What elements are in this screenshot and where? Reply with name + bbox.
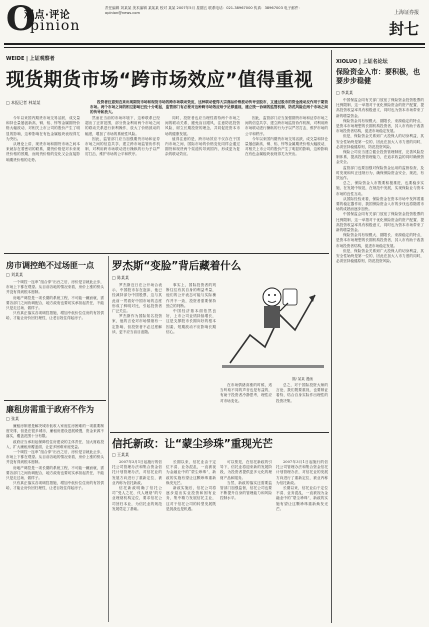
cartoon-illustration bbox=[220, 275, 326, 375]
paragraph: 房地产调控是一项长期的系统工程，不可能一蹴而就，需要各部门之间协调配合，地方政府也要切实承担起责任，不能只是走过场、做样子。 bbox=[6, 465, 104, 481]
feature-byline: □ 陈某某 bbox=[112, 275, 130, 280]
masthead-o-letter: O bbox=[6, 0, 36, 39]
paragraph: 中国保监会同有关部门放宽了保险资金投资股票的比例限制，这一举措对于优化保险资金的资产配置、提高投资收益率具有积极意义，同时也为资本市场带来了新的增量资金。 bbox=[336, 212, 424, 233]
paragraph: 总之，对于国际投资大师的言论，我们既要重视，也要辩证看待，结合自身实际作出理性的投资决策。 bbox=[276, 383, 328, 403]
paragraph: 但是，保险资金关系到广大投保人的切身利益，其安全性始终是第一位的，因此在加大入市力度的同时，必须坚持稳健原则，防范投资风险。 bbox=[336, 134, 424, 149]
bottom-story-col-4 bbox=[276, 460, 328, 622]
paragraph: 2007年3月1日起施行的信托公司管理办法和集合资金信托计划管理办法，对信托业的发展方向进行了重新定位，被业内称为信托新政。 bbox=[112, 460, 162, 485]
paragraph: 可以预见，在信托新政的引导下，信托业将迎来新的发展阶段，为投资者提供更多元化的理财产品和服务。 bbox=[220, 460, 272, 480]
feature-col-1 bbox=[112, 283, 162, 429]
paragraph: 事实上，国际投资者的判断往往有其自身的利益考量，他们的公开表态可能与实际操作并不一致，投资者需要保持独立的判断。 bbox=[166, 283, 216, 308]
left-byline-1: □ 刘某某 bbox=[6, 272, 24, 277]
paragraph: 保险公司应当建立健全投资管理制度，完善风险控制体系，提高投资管理能力，在追求收益的同时确保资金安全。 bbox=[336, 150, 424, 165]
paragraph: 从理论上讲，现货市场和期货市场之间本来就存在着密切的联系，期货价格是对未来现货价格的预期，而现货价格的变化又会直接影响期货价格的走势。 bbox=[6, 142, 80, 162]
paragraph: 总之，保险资金入市既要积极推进，也要稳步实施，在发展中规范，在规范中发展，实现保险业与资本市场的良性互动。 bbox=[336, 181, 424, 196]
paragraph: 今年以来国内期货市场交易活跃，成交量和持仓量屡创新高，铜、铝、锌等金属期货价格大幅波动，对相关上市公司的股价产生了明显的影响，这种影响在有色金属板块表现得尤为突出。 bbox=[6, 116, 80, 141]
right-kicker: XIOLUO | 上证名论坛 bbox=[336, 59, 388, 65]
paragraph: 信托新政明确了信托公司“受人之托、代人理财”的专业理财机构定位，要求信托公司回归本业，为信托业的规范发展奠定了基础。 bbox=[112, 486, 162, 511]
right-byline: □ 李某某 bbox=[336, 90, 354, 95]
top-story-col-3 bbox=[165, 116, 240, 216]
paragraph: 但是，保险资金关系到广大投保人的切身利益，其安全性始终是第一位的，因此在加大入市力度的同时，必须坚持稳健原则，防范投资风险。 bbox=[336, 248, 424, 264]
mask bbox=[283, 289, 297, 305]
paragraph: 只有真正落实各项调控措施，增加中低价位住房的有效供给，才能让房价回归理性，让老百姓住得起房子。 bbox=[6, 481, 104, 491]
masthead-rule-thin bbox=[4, 47, 425, 48]
left-headline-1: 房市调控绝不过场匪一点 bbox=[6, 261, 94, 270]
bottom-story-col-2 bbox=[166, 460, 216, 622]
paragraph: 在市场情绪高涨的时候，适当听取不同的声音也是有益的，有助于投资者冷静思考，理性应对市场变化。 bbox=[220, 383, 272, 403]
column-divider bbox=[331, 50, 332, 623]
left-byline-2: □ 张某 bbox=[6, 416, 20, 421]
face-eye bbox=[268, 294, 270, 296]
paragraph: 罗杰斯作为国际知名投资家，他的言论对市场情绪有一定影响，但投资者不必过度解读，更不应当盲目追随。 bbox=[112, 314, 162, 334]
bottom-story-col-3 bbox=[220, 460, 272, 622]
paragraph: 长期以来，信托业由于定位不清、业务混乱，一直被视为金融业中的“蒙尘珍珠”，新政的实施有望让这颗珍珠重新焕发光芒。 bbox=[276, 486, 328, 511]
paragraph: 新政实施后，信托公司将逐步退出实业投资和固有业务，集中精力发展信托主业，这对于信托公司的转型发展既是挑战也是机遇。 bbox=[166, 486, 216, 511]
bottom-story-col-1 bbox=[112, 460, 162, 622]
right-story-body bbox=[336, 98, 424, 622]
column-divider bbox=[108, 256, 109, 622]
feature-headline: 罗杰斯“变脸”背后藏着什么 bbox=[112, 260, 242, 272]
feature-col-2 bbox=[166, 283, 216, 429]
paragraph: 一个调控一连串“组合拳”出台之后，房价是否就此止步，市场上下都在观望。从目前各地的情况来看，房价上涨的势头并没有得到根本遏制。 bbox=[6, 450, 104, 465]
paragraph: 2007年3月1日起施行的信托公司管理办法和集合资金信托计划管理办法，对信托业的发展方向进行了重新定位，被业内称为信托新政。 bbox=[276, 460, 328, 485]
paragraph: 政府应当承担起保障性住房建设的主体责任，加大财政投入，扩大廉租房覆盖面，让更多困难家庭受益。 bbox=[6, 439, 104, 449]
section-rule bbox=[110, 432, 329, 433]
paragraph: 中国保监会同有关部门放宽了保险资金投资股票的比例限制，这一举措对于优化保险资金的资产配置、提高投资收益率具有积极意义，同时也为资本市场带来了新的增量资金。 bbox=[336, 98, 424, 118]
paragraph: 一个调控一连串“组合拳”出台之后，房价是否就此止步，市场上下都在观望。从目前各地的情况来看，房价上涨的势头并没有得到根本遏制。 bbox=[6, 280, 104, 295]
left-story-2-body bbox=[6, 424, 104, 622]
paragraph: 只有真正落实各项调控措施，增加中低价位住房的有效供给，才能让房价回归理性，让老百姓住得起房子。 bbox=[6, 311, 104, 321]
top-story-col-4 bbox=[245, 116, 328, 216]
cartoon-caption: 图/ 某某 漫画 bbox=[292, 377, 313, 381]
ground bbox=[222, 365, 324, 368]
feature-col-3 bbox=[220, 383, 272, 429]
paragraph: 长期以来，信托业由于定位不清、业务混乱，一直被视为金融业中的“蒙尘珍珠”，新政的实施有望让这颗珍珠重新焕发光芒。 bbox=[166, 460, 216, 485]
paragraph: 值得注意的是，跨市场效应不仅存在于国内市场之间，国际市场的价格变化同样会通过期货和现货两个渠道传导到国内，形成更为复杂的联动效应。 bbox=[165, 136, 240, 157]
face-head bbox=[263, 288, 281, 306]
paragraph: 同时，投资者也应当理性看待两个市场之间的联动关系，避免盲目跟风，注意防范投资风险，树立长期投资的理念，共同促进资本市场的健康发展。 bbox=[165, 116, 240, 136]
bottom-story-byline: □ 王某某 bbox=[112, 452, 130, 457]
masthead-section-cn: 观点·评论 bbox=[24, 10, 71, 21]
section-rule bbox=[4, 253, 329, 254]
feature-col-4 bbox=[276, 383, 328, 429]
paragraph: 房地产调控是一项长期的系统工程，不可能一蹴而就，需要各部门之间协调配合，地方政府也要切实承担起责任，不能只是走过场、做样子。 bbox=[6, 295, 104, 311]
page-number: 封七 bbox=[388, 20, 419, 38]
top-story-byline: □ 本报记者 林某某 bbox=[6, 100, 41, 105]
paragraph: 今年以来国内期货市场交易活跃，成交量和持仓量屡创新高，铜、铝、锌等金属期货价格大幅波动，对相关上市公司的股价产生了明显的影响，这种影响在有色金属板块表现得尤为突出。 bbox=[245, 136, 328, 157]
face-eye bbox=[274, 294, 276, 296]
paragraph: 罗杰斯近日在公开场合表示，中国股市存在泡沫，他已经减持部分中国股票，这与其此前一贯看好中国市场的态度形成了鲜明对比，引起投资者广泛关注。 bbox=[112, 283, 162, 314]
section-rule bbox=[4, 400, 106, 401]
paragraph: 因此，监管部门应当加强期货市场和证券市场之间的信息共享，建立跨市场监管协作机制，对利用跨市场联动进行操纵的行为予以严厉打击，维护市场的公平和秩序。 bbox=[85, 136, 160, 157]
masthead-section-en: pinion bbox=[30, 18, 81, 34]
figure-body bbox=[264, 306, 280, 328]
right-headline: 保险资金入市：要积极，也要步步稳健 bbox=[336, 68, 420, 85]
paragraph: 保险资金具有规模大、期限长、来源稳定的特点，是资本市场理想的长期机构投资者，其入市有助于改善市场投资者结构，促进市场稳定发展。 bbox=[336, 118, 424, 134]
top-story-col-2 bbox=[85, 116, 160, 216]
masthead-info: 责任编辑 刘某某 美术编辑 某某某 校对 某某 2007年5月 星期五 联系电话：021-38967000 传真：38967003 电子邮件：opinion@news.com bbox=[105, 6, 302, 15]
paragraph: 中国经济基本面依然良好，上市公司业绩持续增长，这是支撑股市长期向好的根本因素，短期波动不应影响长期信心。 bbox=[166, 309, 216, 334]
left-story-1-body bbox=[6, 280, 104, 396]
paragraph: 因此，监管部门应当加强期货市场和证券市场之间的信息共享，建立跨市场监管协作机制，对利用跨市场联动进行操纵的行为予以严厉打击，维护市场的公平和秩序。 bbox=[245, 116, 328, 136]
paragraph: 然而在当前的市场环境下，这种联系已经超出了正常范围，部分资金利用两个市场之间的联动关系进行套利操作，放大了价格波动的幅度，增加了市场的系统性风险。 bbox=[85, 116, 160, 136]
paragraph: 保险资金具有规模大、期限长、来源稳定的特点，是资本市场理想的长期机构投资者，其入市有助于改善市场投资者结构，促进市场稳定发展。 bbox=[336, 233, 424, 248]
paragraph: 从国际经验来看，保险资金在资本市场中发挥着重要的稳定器作用，我国保险资金入市的步伐也将随着市场的成熟而逐步加快。 bbox=[336, 196, 424, 212]
top-story-kicker: WEIDE | 上证观察者 bbox=[6, 56, 55, 62]
paragraph: 监管部门也要加强对保险资金运用的监督检查，及时发现和纠正违规行为，确保保险资金安全、规范、有效运作。 bbox=[336, 165, 424, 181]
paragraph: 当然，新政的落实还需要监管部门加强监督，信托公司也要不断提升自身的管理能力和风险控制水平。 bbox=[220, 480, 272, 501]
top-story-intro: 投资者注意到近来出现期货市场和现货市场的跨市场联动效应，这种联动使得大宗商品价格波动传导至股市，又通过股市的资金流动反作用于期货市场。两个市场之间的相互影响已经十分明显，监管部门有必要对这种跨市场效应给予足够重视，建立统一协调的监管机制，防范风险在两个市场之间的传导和放大。 bbox=[90, 100, 328, 114]
masthead-edition-label: 上海证券报 bbox=[393, 10, 419, 16]
bottom-story-headline: 信托新政：让“蒙尘珍珠”重现光芒 bbox=[112, 438, 273, 450]
top-story-headline: 现货期货市场“跨市场效应”值得重视 bbox=[6, 70, 313, 91]
left-headline-2: 廉租房需重于政府不作为 bbox=[6, 405, 94, 414]
top-story-col-1 bbox=[6, 116, 80, 216]
masthead-rule bbox=[4, 43, 425, 45]
paragraph: 廉租房制度是解决城市低收入家庭住房困难的一项重要制度安排，但是在很多城市，廉租房建设进展缓慢，资金来源不落实，覆盖范围十分有限。 bbox=[6, 424, 104, 439]
